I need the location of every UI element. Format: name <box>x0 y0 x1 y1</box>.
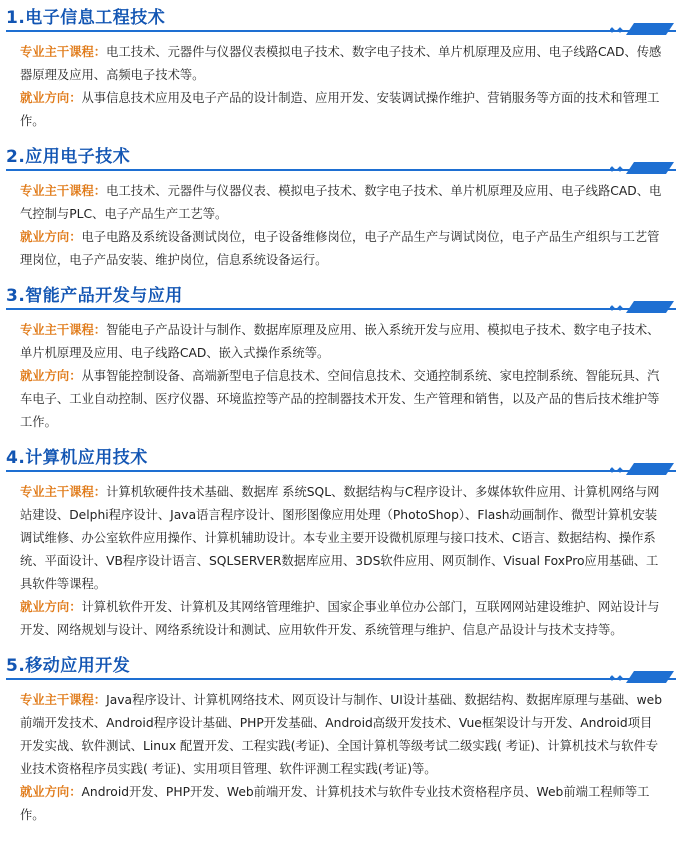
section-title: 5.移动应用开发 <box>6 656 131 676</box>
header-decoration-icon <box>610 159 674 171</box>
job-paragraph <box>20 87 664 133</box>
course-label: 专业主干课程： <box>20 693 107 707</box>
section-title: 3.智能产品开发与应用 <box>6 286 183 306</box>
section-header <box>6 648 676 680</box>
section-title: 2.应用电子技术 <box>6 147 131 167</box>
course-paragraph <box>20 481 664 596</box>
section-1 <box>0 0 682 139</box>
section-5 <box>0 648 682 833</box>
job-paragraph <box>20 596 664 642</box>
section-body <box>0 171 682 278</box>
section-2 <box>0 139 682 278</box>
course-text: 电工技术、元器件与仪器仪表模拟电子技术、数字电子技术、单片机原理及应用、电子线路CAD、传感器原理及应用、高频电子技术等。 <box>20 45 662 82</box>
section-header <box>6 278 676 310</box>
section-title: 1.电子信息工程技术 <box>6 8 166 28</box>
section-4 <box>0 440 682 648</box>
job-paragraph <box>20 781 664 827</box>
job-paragraph <box>20 365 664 434</box>
course-text: 智能电子产品设计与制作、数据库原理及应用、嵌入系统开发与应用、模拟电子技术、数字电子技术、单片机原理及应用、电子线路CAD、嵌入式操作系统等。 <box>20 323 660 360</box>
job-label: 就业方向： <box>20 91 82 105</box>
course-label: 专业主干课程： <box>20 323 107 337</box>
course-label: 专业主干课程： <box>20 184 107 198</box>
course-paragraph <box>20 180 664 226</box>
job-text: Android开发、PHP开发、Web前端开发、计算机技术与软件专业技术资格程序员、Web前端工程师等工作。 <box>20 785 650 822</box>
job-label: 就业方向： <box>20 369 82 383</box>
job-label: 就业方向： <box>20 785 82 799</box>
section-body <box>0 310 682 440</box>
section-body <box>0 472 682 648</box>
section-body <box>0 32 682 139</box>
course-label: 专业主干课程： <box>20 45 107 59</box>
header-decoration-icon <box>610 668 674 680</box>
section-header <box>6 0 676 32</box>
job-text: 电子电路及系统设备测试岗位，电子设备维修岗位，电子产品生产与调试岗位，电子产品生产组织与工艺管理岗位，电子产品安装、维护岗位，信息系统设备运行。 <box>20 230 660 267</box>
course-paragraph <box>20 41 664 87</box>
job-text: 计算机软件开发、计算机及其网络管理维护、国家企事业单位办公部门，互联网网站建设维护、网站设计与开发、网络规划与设计、网络系统设计和测试、应用软件开发、系统管理与维护、信息产品设计与技术支持等。 <box>20 600 660 637</box>
header-decoration-icon <box>610 460 674 472</box>
section-header <box>6 139 676 171</box>
course-paragraph <box>20 689 664 781</box>
job-text: 从事信息技术应用及电子产品的设计制造、应用开发、安装调试操作维护、营销服务等方面的技术和管理工作。 <box>20 91 660 128</box>
section-header <box>6 440 676 472</box>
job-paragraph <box>20 226 664 272</box>
job-text: 从事智能控制设备、高端新型电子信息技术、空间信息技术、交通控制系统、家电控制系统、智能玩具、汽车电子、工业自动控制、医疗仪器、环境监控等产品的控制器技术开发、生产管理和销售，以及产品的售后技术维护等工作。 <box>20 369 660 429</box>
course-text: Java程序设计、计算机网络技术、网页设计与制作、UI设计基础、数据结构、数据库原理与基础、web前端开发技术、Android程序设计基础、PHP开发基础、Android高级开发技术、Vue框架设计与开发、Android项目开发实战、软件测试、Linux 配置开发、工程实践(考证)、全国计算机等级考试二级实践( 考证)、计算机技术与软件专业技术资格程序员实践( 考证)、实用项目管理、软件评测工程实践(考证)等。 <box>20 693 663 776</box>
header-decoration-icon <box>610 298 674 310</box>
header-decoration-icon <box>610 20 674 32</box>
job-label: 就业方向： <box>20 230 82 244</box>
course-text: 电工技术、元器件与仪器仪表、模拟电子技术、数字电子技术、单片机原理及应用、电子线路CAD、电气控制与PLC、电子产品生产工艺等。 <box>20 184 662 221</box>
section-3 <box>0 278 682 440</box>
course-paragraph <box>20 319 664 365</box>
course-text: 计算机软硬件技术基础、数据库 系统SQL、数据结构与C程序设计、多媒体软件应用、计算机网络与网站建设、Delphi程序设计、Java语言程序设计、图形图像应用处理（PhotoShop）、Flash动画制作、微型计算机安装调试维修、办公室软件应用操作、计算机辅助设计。本专业主要开设微机原理与接口技术、C语言、数据结构、操作系统、平面设计、VB程序设计语言、SQLSERVER数据库应用、3DS软件应用、网页制作、Visual FoxPro应用基础、工具软件等课程。 <box>20 485 660 591</box>
section-body <box>0 680 682 833</box>
course-label: 专业主干课程： <box>20 485 107 499</box>
section-title: 4.计算机应用技术 <box>6 448 148 468</box>
job-label: 就业方向： <box>20 600 82 614</box>
